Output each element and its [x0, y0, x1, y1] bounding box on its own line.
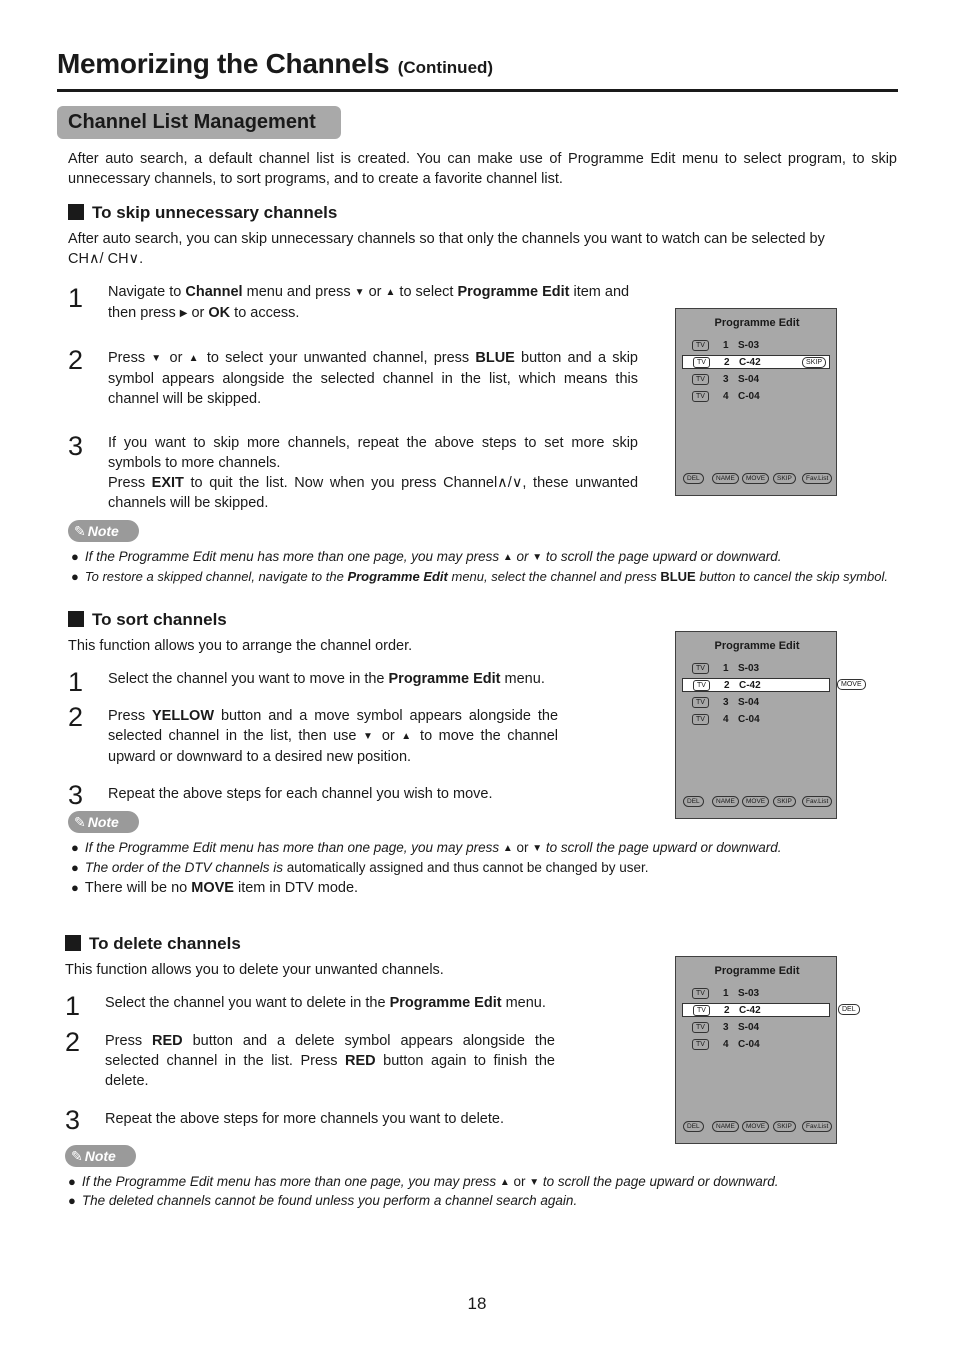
pencil-icon: ✎: [74, 523, 86, 539]
tv-screen-title: Programme Edit: [714, 965, 800, 977]
up-arrow-icon: ▲: [502, 843, 513, 854]
down-arrow-icon: ▼: [151, 353, 164, 364]
sort-heading-text: To sort channels: [92, 610, 227, 629]
tv-channel-row: TV 4 C-04: [682, 1038, 830, 1052]
bullet-icon: ●: [68, 1193, 76, 1208]
bullet-icon: ●: [71, 880, 79, 895]
sort-step2-text: Press YELLOW button and a move symbol appears alongside the selected channel in the list, then use ▼ or ▲ to move the channel upward or downward to a desired new position.: [108, 708, 559, 765]
skip-heading: [68, 203, 337, 223]
tv-channel-row-selected: TV 2 C-42: [682, 678, 830, 692]
note-badge: ✎ Note: [68, 520, 139, 542]
tv-channel-row: TV 4 C-04: [682, 390, 830, 404]
tv-screen-title: Programme Edit: [714, 640, 800, 652]
skip-step2-number: 2: [68, 345, 84, 375]
delete-note-2: ● The deleted channels cannot be found unless you perform a channel search again.: [68, 1193, 578, 1208]
pencil-icon: ✎: [74, 814, 86, 830]
up-arrow-icon: ▲: [188, 353, 201, 364]
sort-note-3: ● There will be no MOVE item in DTV mode.: [71, 880, 359, 896]
tv-screen-move: [675, 631, 837, 819]
bullet-icon: ●: [71, 860, 79, 875]
move-symbol: MOVE: [837, 679, 866, 690]
section-intro: After auto search, a default channel list is created. You can make use of Programme Edit menu to select program, to skip unnecessary channels, to sort programs, and to create a favorite channel list.: [68, 151, 897, 187]
skip-step1-text: Navigate to Channel menu and press ▼ or ▲ to select Programme Edit item and then press ▶ or OK to access.: [108, 284, 630, 321]
delete-step2-text: Press RED button and a delete symbol appears alongside the selected channel in the list. Press RED button again to finish the delete.: [105, 1033, 555, 1089]
skip-step3-number: 3: [68, 431, 84, 461]
bullet-icon: ●: [71, 840, 79, 855]
down-arrow-icon: ▼: [532, 843, 543, 854]
tv-screen-delete: [675, 956, 837, 1144]
skip-symbol: SKIP: [802, 357, 826, 368]
delete-note-1: ● If the Programme Edit menu has more than one page, you may press ▲ or ▼ to scroll the page upward or downward.: [68, 1174, 779, 1189]
up-arrow-icon: ▲: [502, 552, 513, 563]
page-number: 18: [467, 1294, 487, 1313]
square-bullet-icon: [68, 611, 84, 627]
skip-step2-text: Press ▼ or ▲ to select your unwanted channel, press BLUE button and a skip symbol appears alongside the selected channel in the list, which means this channel will be skipped.: [108, 350, 638, 407]
tv-button-bar: DEL NAME MOVE SKIP Fav.List: [681, 796, 833, 810]
down-arrow-icon: ▼: [532, 552, 543, 563]
sort-intro: This function allows you to arrange the channel order.: [68, 638, 413, 654]
tv-channel-row: TV 3 S-04: [682, 696, 830, 710]
tv-button-bar: DEL NAME MOVE SKIP Fav.List: [681, 473, 833, 487]
tv-screen-title: Programme Edit: [714, 317, 800, 329]
sort-heading: [68, 610, 227, 630]
square-bullet-icon: [65, 935, 81, 951]
tv-channel-row: TV 3 S-04: [682, 1021, 830, 1035]
delete-step1-text: Select the channel you want to delete in the Programme Edit menu.: [105, 995, 546, 1011]
up-arrow-icon: ▲: [499, 1177, 510, 1188]
delete-step3-number: 3: [65, 1105, 81, 1135]
sort-step3-text: Repeat the above steps for each channel you wish to move.: [108, 786, 493, 802]
up-arrow-icon: ▲: [385, 287, 396, 298]
skip-note-2: ● To restore a skipped channel, navigate to the Programme Edit menu, select the channel and press BLUE button to cancel the skip symbol.: [71, 569, 888, 584]
note-badge: ✎ Note: [68, 811, 139, 833]
skip-intro: After auto search, you can skip unnecessary channels so that only the channels you want to watch can be selected by CH∧/ CH∨.: [68, 231, 825, 267]
sort-note-2: ● The order of the DTV channels is automatically assigned and thus cannot be changed by user.: [71, 860, 649, 875]
skip-note-1: ● If the Programme Edit menu has more than one page, you may press ▲ or ▼ to scroll the page upward or downward.: [71, 549, 782, 564]
delete-symbol: DEL: [838, 1004, 860, 1015]
tv-channel-row-selected: TV 2 C-42: [682, 1003, 830, 1017]
delete-heading: [65, 934, 241, 954]
down-arrow-icon: ▼: [362, 731, 376, 742]
page-title: [57, 48, 493, 80]
tv-screen-skip: [675, 308, 837, 496]
delete-step3-text: Repeat the above steps for more channels you want to delete.: [105, 1111, 504, 1127]
tv-button-bar: DEL NAME MOVE SKIP Fav.List: [681, 1121, 833, 1135]
tv-channel-row: TV 1 S-03: [682, 987, 830, 1001]
sort-step2-number: 2: [68, 702, 84, 732]
sort-step3-number: 3: [68, 780, 84, 810]
bullet-icon: ●: [68, 1174, 76, 1189]
down-arrow-icon: ▼: [354, 287, 365, 298]
tv-channel-row: TV 1 S-03: [682, 662, 830, 676]
tv-channel-row: TV 1 S-03: [682, 339, 830, 353]
delete-heading-text: To delete channels: [89, 934, 241, 953]
down-arrow-icon: ▼: [529, 1177, 540, 1188]
up-arrow-icon: ▲: [401, 731, 414, 742]
tv-channel-row-selected: TV 2 C-42 SKIP: [682, 355, 830, 369]
skip-step1-number: 1: [68, 283, 84, 313]
bullet-icon: ●: [71, 549, 79, 564]
tv-channel-row: TV 4 C-04: [682, 713, 830, 727]
page-title-suffix: (Continued): [397, 58, 494, 77]
title-rule: [57, 89, 898, 92]
sort-note-1: ● If the Programme Edit menu has more than one page, you may press ▲ or ▼ to scroll the page upward or downward.: [71, 840, 782, 855]
sort-step1-text: Select the channel you want to move in the Programme Edit menu.: [108, 671, 545, 687]
note-badge: ✎ Note: [65, 1145, 136, 1167]
delete-step2-number: 2: [65, 1027, 81, 1057]
delete-step1-number: 1: [65, 991, 81, 1021]
delete-intro: This function allows you to delete your unwanted channels.: [65, 962, 444, 978]
skip-heading-text: To skip unnecessary channels: [92, 203, 338, 222]
sort-step1-number: 1: [68, 667, 84, 697]
tv-channel-row: TV 3 S-04: [682, 373, 830, 387]
square-bullet-icon: [68, 204, 84, 220]
page-title-main: Memorizing the Channels: [57, 48, 390, 79]
pencil-icon: ✎: [71, 1148, 83, 1164]
skip-step3-text: If you want to skip more channels, repeat the above steps to set more skip symbols to more channels. Press EXIT to quit the list. Now when you press Channel∧/∨, these unwanted channels will be skipped.: [108, 435, 639, 511]
section-heading: Channel List Management: [57, 106, 341, 139]
bullet-icon: ●: [71, 569, 79, 584]
right-arrow-icon: ▶: [179, 308, 188, 319]
